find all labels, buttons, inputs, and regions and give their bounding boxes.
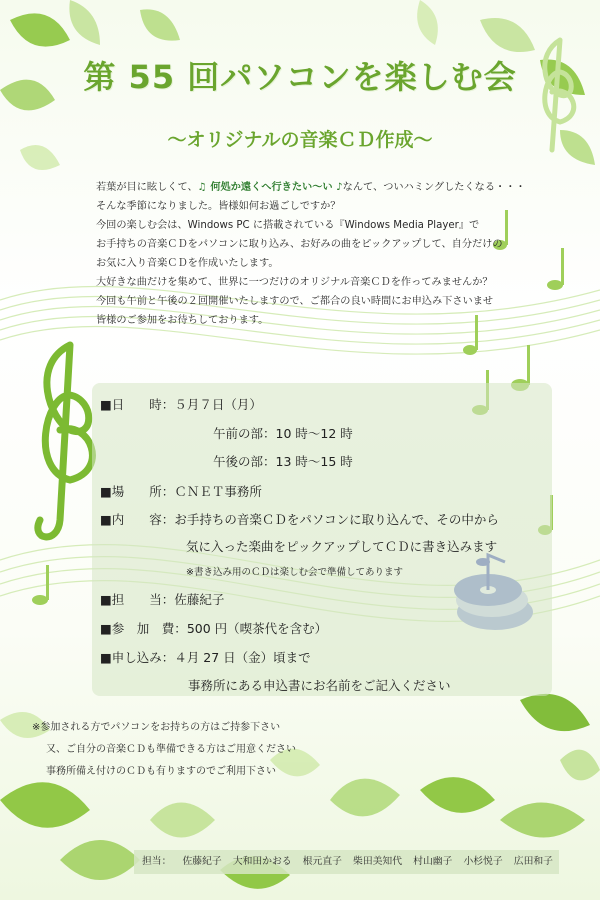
content-value: お手持ちの音楽ＣＤをパソコンに取り込んで、その中から xyxy=(174,512,499,527)
staff-member: 根元直子 xyxy=(302,856,342,867)
content-value-cont: 気に入った楽曲をピックアップしてＣＤに書き込みます xyxy=(186,539,498,554)
intro-line: お手持ちの音楽ＣＤをパソコンに取り込み、お好みの曲をピックアップして、自分だけの xyxy=(96,239,503,250)
intro-line: お気に入り音楽ＣＤを作成いたします。 xyxy=(96,258,279,269)
fee-row xyxy=(100,619,327,637)
morning-session: 午前の部：10 時～12 時 xyxy=(213,426,353,441)
afternoon-session: 午後の部：13 時～15 時 xyxy=(213,454,353,469)
treble-clef-icon xyxy=(38,345,93,537)
person-value: 佐藤紀子 xyxy=(174,592,225,607)
page-subtitle: ～オリジナルの音楽ＣＤ作成～ xyxy=(167,129,433,151)
fee-label: ■参 加 費： xyxy=(100,621,187,636)
content-note: ※書き込み用のＣＤは楽しむ会で準備してあります xyxy=(186,567,403,578)
footnote-line: ※参加される方でパソコンをお持ちの方はご持参下さい xyxy=(32,722,281,733)
staff-member: 広田和子 xyxy=(513,856,553,867)
intro-line: 大好きな曲だけを集めて、世界に一つだけのオリジナル音楽ＣＤを作ってみませんか？ xyxy=(96,277,493,288)
staff-member: 佐藤紀子 xyxy=(182,856,222,867)
staff-label: 担当： xyxy=(142,856,172,867)
place-label: ■場 所： xyxy=(100,484,175,499)
date-row xyxy=(100,395,262,413)
staff-member: 柴田美知代 xyxy=(353,856,403,867)
place-row xyxy=(100,482,262,500)
apply-note: 事務所にある申込書にお名前をご記入ください xyxy=(188,678,451,693)
footnote-line: 又、ご自分の音楽ＣＤも準備できる方はご用意ください xyxy=(46,744,296,755)
intro-line: 今回の楽しむ会は、Windows PC に搭載されている『Windows Media Player』で xyxy=(96,220,480,231)
fee-value: 500 円（喫茶代を含む） xyxy=(186,621,328,636)
date-value: ５月７日（月） xyxy=(174,397,262,412)
apply-row xyxy=(100,648,311,666)
page-title: 第 55 回パソコンを楽しむ会 xyxy=(83,58,517,96)
person-row xyxy=(100,590,224,608)
staff-member: 大和田かおる xyxy=(232,856,292,867)
content-row xyxy=(100,510,499,528)
intro-line: そんな季節になりました。皆様如何お過ごしですか？ xyxy=(96,201,341,212)
intro-line: 若葉が目に眩しくて、♫ 何処か遠くへ行きたい～い ♪なんて、ついハミングしたくなる・・・ xyxy=(96,182,526,193)
footnote-line: 事務所備え付けのＣＤも有りますのでご利用下さい xyxy=(46,766,276,777)
date-label: ■日 時： xyxy=(100,397,175,412)
staff-bar xyxy=(134,850,559,874)
staff-member: 村山幽子 xyxy=(413,856,453,867)
footnotes xyxy=(32,717,296,783)
apply-label: ■申し込み： xyxy=(100,650,175,665)
intro-paragraph xyxy=(96,178,536,330)
intro-line: 今回も午前と午後の２回開催いたしますので、ご都合の良い時間にお申込み下さいませ xyxy=(96,296,494,307)
content-label: ■内 容： xyxy=(100,512,175,527)
humming-text: ♫ 何処か遠くへ行きたい～い ♪ xyxy=(197,182,343,193)
staff-member: 小杉悦子 xyxy=(463,856,503,867)
place-value: ＣＮＥＴ事務所 xyxy=(174,484,262,499)
intro-line: 皆様のご参加をお待ちしております。 xyxy=(96,315,269,326)
apply-value: ４月 27 日（金）頃まで xyxy=(174,650,311,665)
person-label: ■担 当： xyxy=(100,592,175,607)
